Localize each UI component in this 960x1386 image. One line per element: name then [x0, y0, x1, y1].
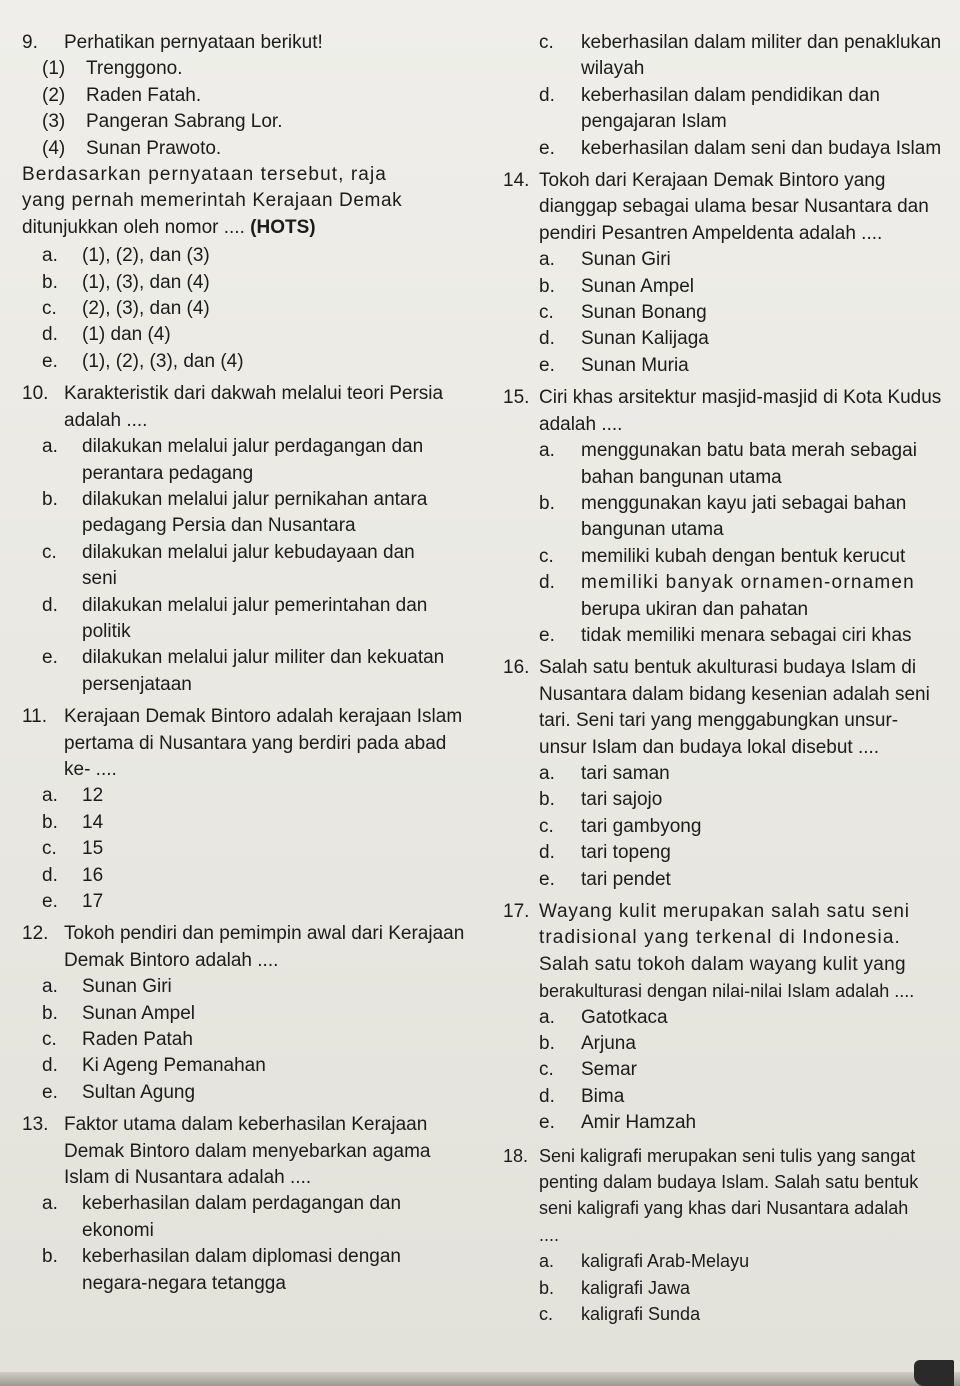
question-9 [22, 30, 482, 375]
question-text: adalah .... [539, 413, 623, 435]
question-text: seni kaligrafi yang khas dari Nusantara adalah [539, 1198, 909, 1219]
question-13-continued [503, 30, 955, 162]
option-d[interactable]: d. Sunan Kalijaga [539, 328, 709, 350]
question-number: 11. [22, 706, 48, 728]
question-number: 17. [503, 901, 530, 922]
option-list [22, 783, 482, 915]
option-list [22, 1191, 482, 1297]
option-c[interactable]: c. kaligrafi Sunda [539, 1304, 701, 1325]
question-text: adalah .... [64, 409, 148, 431]
question-text: berakulturasi dengan nilai-nilai Islam adalah .... [539, 981, 915, 1002]
question-text: pendiri Pesantren Ampeldenta adalah .... [539, 222, 883, 244]
statement-item: (3) Pangeran Sabrang Lor. [42, 111, 283, 133]
option-d[interactable]: d. (1) dan (4) [42, 324, 171, 346]
option-b[interactable]: b. 14 [42, 811, 104, 833]
option-a[interactable]: a. menggunakan batu bata merah sebagai bahan bangunan utama [539, 440, 917, 488]
option-e[interactable]: e. 17 [42, 891, 104, 912]
statement-item: (4) Sunan Prawoto. [42, 137, 222, 159]
question-text: Islam di Nusantara adalah .... [64, 1167, 312, 1189]
hots-tag: (HOTS) [250, 216, 316, 238]
statement-item: (1) Trenggono. [42, 58, 183, 80]
option-a[interactable]: a. keberhasilan dalam perdagangan dan ekonomi [42, 1193, 402, 1241]
question-13 [22, 1112, 482, 1297]
question-text: Berdasarkan pernyataan tersebut, raja [22, 164, 387, 186]
question-number: 10. [22, 383, 49, 405]
option-list [503, 1005, 955, 1137]
option-d[interactable]: d. Ki Ageng Pemanahan [42, 1055, 266, 1077]
option-c[interactable]: c. tari gambyong [539, 815, 702, 837]
question-text: Nusantara dalam bidang kesenian adalah seni [539, 683, 930, 705]
option-a[interactable]: a. (1), (2), dan (3) [42, 245, 210, 267]
question-text: ke- .... [64, 758, 117, 780]
question-text: Demak Bintoro adalah .... [64, 949, 279, 971]
question-18 [503, 1143, 955, 1328]
option-c[interactable]: c. keberhasilan dalam militer dan penaklukan wilayah [539, 32, 942, 80]
question-text: dianggap sebagai ulama besar Nusantara dan [539, 196, 929, 218]
question-text: yang pernah memerintah Kerajaan Demak [22, 190, 403, 212]
question-17 [503, 899, 955, 1137]
option-b[interactable]: b. keberhasilan dalam diplomasi dengan negara-negara tetangga [42, 1246, 401, 1294]
option-d[interactable]: d. memiliki banyak ornamen-ornamen berupa ukiran dan pahatan [539, 572, 915, 620]
question-text: .... [539, 1224, 560, 1245]
question-text: Karakteristik dari dakwah melalui teori Persia [64, 383, 444, 405]
question-text: Faktor utama dalam keberhasilan Kerajaan [64, 1114, 428, 1136]
option-list [503, 1248, 955, 1327]
question-12 [22, 921, 482, 1106]
question-text: Ciri khas arsitektur masjid-masjid di Kota Kudus [539, 387, 942, 409]
option-e[interactable]: e. tari pendet [539, 868, 671, 890]
option-a[interactable]: a. 12 [42, 785, 104, 807]
option-list [503, 438, 955, 649]
option-d[interactable]: d. dilakukan melalui jalur pemerintahan dan politik [42, 594, 428, 642]
option-list [22, 241, 482, 375]
option-b[interactable]: b. (1), (3), dan (4) [42, 271, 210, 293]
binder-clip-shape [914, 1360, 954, 1386]
option-d[interactable]: d. keberhasilan dalam pendidikan dan pengajaran Islam [539, 84, 880, 133]
question-10 [22, 381, 482, 698]
statement-list [22, 56, 482, 162]
question-text: Salah satu bentuk akulturasi budaya Islam di [539, 657, 917, 679]
question-text: tari. Seni tari yang menggabungkan unsur- [539, 710, 899, 732]
option-list [22, 974, 482, 1106]
question-15 [503, 385, 955, 649]
question-text: pertama di Nusantara yang berdiri pada abad [64, 732, 447, 754]
option-b[interactable]: b. Sunan Ampel [539, 275, 695, 297]
option-b[interactable]: b. tari sajojo [539, 789, 663, 811]
option-d[interactable]: d. tari topeng [539, 842, 671, 864]
option-e[interactable]: e. Sultan Agung [42, 1081, 196, 1103]
option-c[interactable]: c. Semar [539, 1059, 637, 1081]
question-14 [503, 168, 955, 379]
option-list [503, 247, 955, 379]
question-number: 12. [22, 923, 49, 945]
question-16 [503, 655, 955, 893]
question-number: 14. [503, 170, 530, 192]
option-a[interactable]: a. dilakukan melalui jalur perdagangan dan perantara pedagang [42, 436, 424, 484]
option-c[interactable]: c. (2), (3), dan (4) [42, 298, 210, 320]
question-number: 16. [503, 657, 530, 679]
question-text: Wayang kulit merupakan salah satu seni [539, 901, 910, 922]
question-text: ditunjukkan oleh nomor .... (HOTS) [22, 216, 316, 238]
option-b[interactable]: b. Arjuna [539, 1033, 636, 1055]
question-number: 13. [22, 1114, 49, 1136]
question-text: Seni kaligrafi merupakan seni tulis yang sangat [539, 1145, 916, 1166]
question-number: 9. [22, 32, 38, 53]
option-e[interactable]: e. Sunan Muria [539, 354, 689, 376]
option-e[interactable]: e. tidak memiliki menara sebagai ciri khas [539, 624, 912, 646]
option-c[interactable]: c. Raden Patah [42, 1029, 193, 1051]
question-number: 18. [503, 1145, 529, 1166]
option-b[interactable]: b. Sunan Ampel [42, 1002, 196, 1024]
option-e[interactable]: e. (1), (2), (3), dan (4) [42, 350, 244, 372]
option-e[interactable]: e. Amir Hamzah [539, 1112, 697, 1134]
question-text: unsur Islam dan budaya lokal disebut .... [539, 736, 880, 758]
question-text: Tokoh pendiri dan pemimpin awal dari Kerajaan [64, 923, 465, 945]
question-text: penting dalam budaya Islam. Salah satu bentuk [539, 1172, 919, 1193]
option-c[interactable]: c. 15 [42, 838, 104, 860]
question-text: Tokoh dari Kerajaan Demak Bintoro yang [539, 170, 886, 192]
page-bottom-edge [0, 1372, 960, 1386]
question-text: Salah satu tokoh dalam wayang kulit yang [539, 953, 906, 975]
question-prompt: Perhatikan pernyataan berikut! [64, 32, 323, 53]
option-a[interactable]: a. tari saman [539, 762, 670, 784]
option-d[interactable]: d. Bima [539, 1085, 625, 1107]
option-e[interactable]: e. dilakukan melalui jalur militer dan kekuatan persenjataan [42, 647, 445, 695]
question-11 [22, 704, 482, 915]
left-column [22, 30, 482, 1303]
option-a[interactable]: a. kaligrafi Arab-Melayu [539, 1251, 750, 1272]
option-list [22, 434, 482, 698]
option-c[interactable]: c. memiliki kubah dengan bentuk kerucut [539, 545, 906, 567]
statement-item: (2) Raden Fatah. [42, 84, 202, 106]
option-a[interactable]: a. Sunan Giri [42, 976, 172, 998]
option-b[interactable]: b. menggunakan kayu jati sebagai bahan bangunan utama [539, 492, 907, 541]
option-list [503, 761, 955, 893]
option-e[interactable]: e. keberhasilan dalam seni dan budaya Islam [539, 137, 942, 159]
option-c[interactable]: c. dilakukan melalui jalur kebudayaan dan seni [42, 541, 415, 590]
option-d[interactable]: d. 16 [42, 864, 104, 886]
option-b[interactable]: b. dilakukan melalui jalur pernikahan antara pedagang Persia dan Nusantara [42, 488, 428, 537]
question-text: Kerajaan Demak Bintoro adalah kerajaan Islam [64, 706, 463, 728]
question-number: 15. [503, 387, 530, 409]
option-a[interactable]: a. Gatotkaca [539, 1006, 668, 1028]
option-b[interactable]: b. kaligrafi Jawa [539, 1277, 691, 1298]
right-column [503, 30, 955, 1334]
question-text: tradisional yang terkenal di Indonesia. [539, 927, 901, 949]
option-a[interactable]: a. Sunan Giri [539, 249, 671, 271]
option-c[interactable]: c. Sunan Bonang [539, 302, 707, 324]
question-text: Demak Bintoro dalam menyebarkan agama [64, 1140, 431, 1162]
